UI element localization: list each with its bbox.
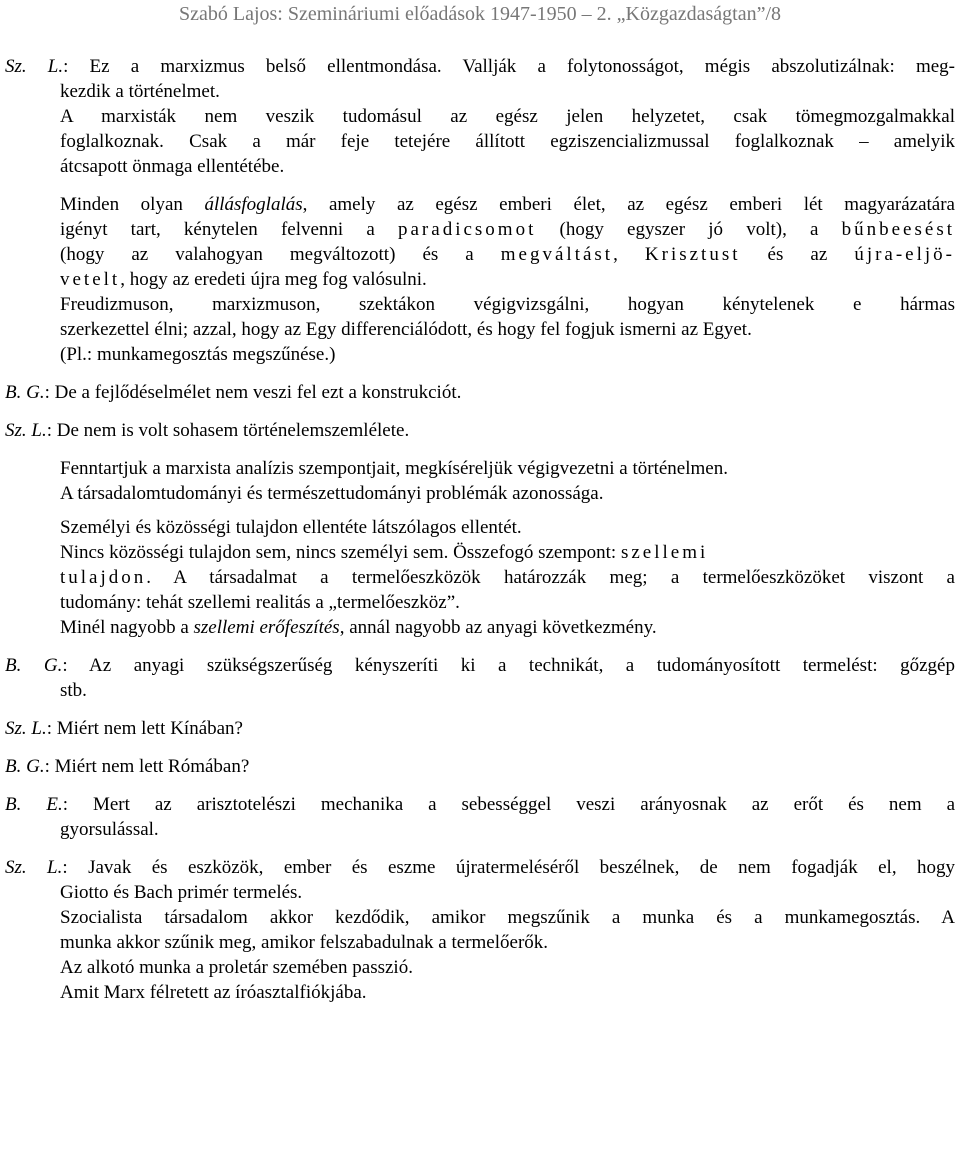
text-line <box>5 653 955 678</box>
text-line <box>5 456 955 481</box>
emphasis: szellemi erőfeszítés <box>193 617 340 638</box>
text-run: tudomány: tehát szellemi realitás a „termelőeszköz”. <box>60 592 460 613</box>
spaced-term: bűnbeesést <box>841 219 955 240</box>
text-run: és az <box>740 244 855 265</box>
text-run: : Mert az arisztotelészi mechanika a sebességgel veszi arányosnak az erőt és nem a <box>62 794 955 815</box>
text-run: A marxisták nem veszik tudomásul az egész jelen helyzetet, csak tömegmozgalmakkal <box>60 106 955 127</box>
text-line <box>5 129 955 154</box>
dialogue-block-szl-3 <box>5 716 955 741</box>
text-line <box>5 192 955 217</box>
text-run: , hogy az eredeti újra meg fog valósulni. <box>120 269 427 290</box>
text-run: foglalkoznak. Csak a már feje tetejére állított egziszencializmussal foglalkoznak – amelyik <box>60 131 955 152</box>
text-run: : Miért nem lett Kínában? <box>46 718 243 739</box>
text-run: stb. <box>60 680 87 701</box>
text-run: Az alkotó munka a proletár szemében passzió. <box>60 957 413 978</box>
text-run: : Az anyagi szükségszerűség kényszeríti ki a technikát, a tudományosított termelést: gőzgép <box>62 655 955 676</box>
text-line <box>5 880 955 905</box>
text-line <box>5 930 955 955</box>
dialogue-block-bg-1 <box>5 380 955 405</box>
text-run: , annál nagyobb az anyagi következmény. <box>339 617 657 638</box>
text-run: munka akkor szűnik meg, amikor felszabadulnak a termelőerők. <box>60 932 549 953</box>
paragraph-allasfoglalas <box>5 192 955 292</box>
text-run: gyorsulással. <box>60 819 159 840</box>
text-line <box>5 678 955 703</box>
text-run: , <box>613 244 645 265</box>
text-run: , amely az egész emberi élet, az egész emberi lét magyarázatára <box>302 194 955 215</box>
text-run: A társadalomtudományi és természettudományi problémák azonossága. <box>60 483 604 504</box>
text-run: Nincs közösségi tulajdon sem, nincs személyi sem. Összefogó szempont: <box>60 542 621 563</box>
text-line <box>5 515 955 540</box>
text-line <box>5 855 955 880</box>
text-run: : Miért nem lett Rómában? <box>44 756 250 777</box>
text-line <box>5 104 955 129</box>
text-run: átcsapott önmaga ellentétébe. <box>60 156 285 177</box>
text-run: Amit Marx félretett az íróasztalfiókjába. <box>60 982 367 1003</box>
text-run: Freudizmuson, marxizmuson, szektákon végigvizsgálni, hogyan kénytelenek e hármas <box>60 294 955 315</box>
text-run: . A társadalmat a termelőeszközök határozzák meg; a termelőeszközöket viszont a <box>146 567 955 588</box>
text-line <box>5 980 955 1005</box>
text-line <box>5 565 955 590</box>
spaced-term: Krisztust <box>644 244 741 265</box>
spaced-term: vetelt <box>60 269 121 290</box>
text-run: Giotto és Bach primér termelés. <box>60 882 303 903</box>
text-run: Fenntartjuk a marxista analízis szempontjait, megkíséreljük végigvezetni a történelmen. <box>60 458 728 479</box>
speaker-label: B. G. <box>5 655 63 676</box>
text-line <box>5 590 955 615</box>
text-line <box>5 540 955 565</box>
page-body <box>5 54 955 1005</box>
text-line <box>5 292 955 317</box>
text-line <box>5 754 955 779</box>
text-line <box>5 242 955 267</box>
speaker-label: B. E. <box>5 794 63 815</box>
text-run: (hogy az valahogyan megváltozott) és a <box>60 244 501 265</box>
paragraph-tulajdon <box>5 515 955 640</box>
text-line <box>5 792 955 817</box>
text-line <box>5 955 955 980</box>
spaced-term: szellemi <box>620 542 709 563</box>
text-run: szerkezettel élni; azzal, hogy az Egy differenciálódott, és hogy fel fogjuk ismerni az Egyet. <box>60 319 752 340</box>
text-run: : Javak és eszközök, ember és eszme újratermeléséről beszélnek, de nem fogadják el, hogy <box>62 857 955 878</box>
text-run: Minden olyan <box>60 194 205 215</box>
text-line <box>5 615 955 640</box>
text-run: igényt tart, kénytelen felvenni a <box>60 219 398 240</box>
text-run: kezdik a történelmet. <box>60 81 220 102</box>
text-run: (Pl.: munkamegosztás megszűnése.) <box>60 344 336 365</box>
dialogue-block-bg-2 <box>5 653 955 703</box>
dialogue-block-bg-3 <box>5 754 955 779</box>
dialogue-block-be-1 <box>5 792 955 842</box>
spaced-term: újra-eljö- <box>854 244 955 265</box>
text-line <box>5 79 955 104</box>
text-run: (hogy egyszer jó volt), a <box>536 219 842 240</box>
text-line <box>5 418 955 443</box>
speaker-label: Sz. L. <box>5 718 47 739</box>
text-line <box>5 217 955 242</box>
text-line <box>5 317 955 342</box>
text-line <box>5 380 955 405</box>
text-line <box>5 267 955 292</box>
text-line <box>5 481 955 506</box>
spaced-term: megváltást <box>500 244 614 265</box>
speaker-label: B. G. <box>5 382 45 403</box>
text-line <box>5 342 955 367</box>
dialogue-block-szl-2 <box>5 418 955 443</box>
dialogue-block-szl-4 <box>5 855 955 1005</box>
paragraph-freudizmus <box>5 292 955 367</box>
text-line <box>5 154 955 179</box>
emphasis: állásfoglalás <box>204 194 303 215</box>
running-title: Szabó Lajos: Szemináriumi előadások 1947-1950 – 2. „Közgazdaságtan”/8 <box>178 3 782 25</box>
text-line <box>5 905 955 930</box>
text-line <box>5 54 955 79</box>
speaker-label: Sz. L. <box>5 857 63 878</box>
text-run: Minél nagyobb a <box>60 617 194 638</box>
text-run: : De nem is volt sohasem történelemszemlélete. <box>46 420 410 441</box>
text-line <box>5 817 955 842</box>
text-run: : De a fejlődéselmélet nem veszi fel ezt a konstrukciót. <box>44 382 462 403</box>
running-header <box>0 0 960 27</box>
speaker-label: B. G. <box>5 756 45 777</box>
spaced-term: paradicsomot <box>398 219 537 240</box>
speaker-label: Sz. L. <box>5 56 64 77</box>
dialogue-block-szl-1 <box>5 54 955 179</box>
text-run: : Ez a marxizmus belső ellentmondása. Vallják a folytonosságot, mégis abszolutizálnak: meg- <box>63 56 955 77</box>
text-line <box>5 716 955 741</box>
spaced-term: tulajdon <box>60 567 147 588</box>
speaker-label: Sz. L. <box>5 420 47 441</box>
text-run: Személyi és közösségi tulajdon ellentéte látszólagos ellentét. <box>60 517 522 538</box>
text-run: Szocialista társadalom akkor kezdődik, amikor megszűnik a munka és a munkamegosztás. A <box>60 907 955 928</box>
paragraph-marxista-analizis <box>5 456 955 506</box>
